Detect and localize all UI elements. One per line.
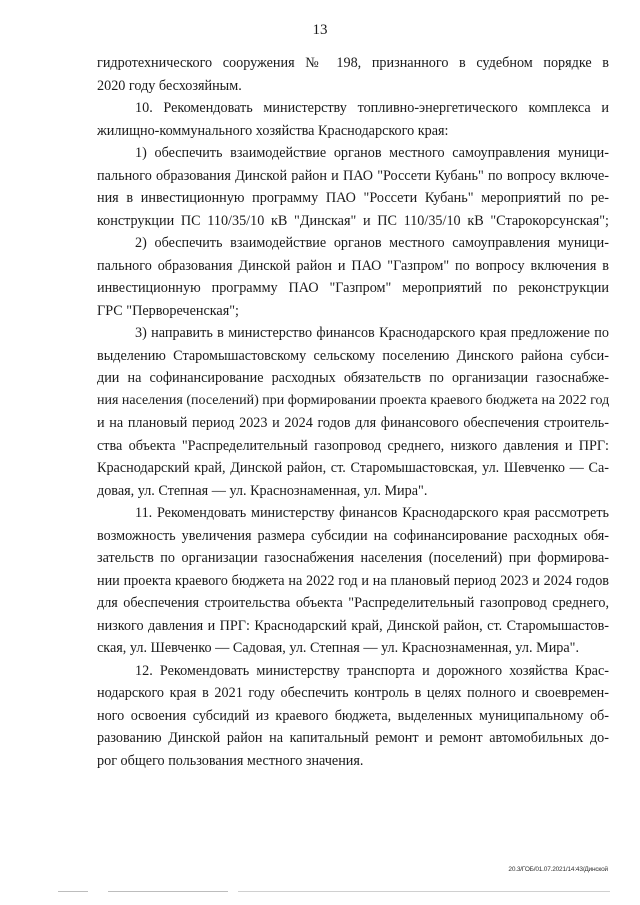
text-line: гидротехнического сооружения № 198, признанного в судебном порядке в [97,55,609,71]
page-number: 13 [312,22,328,38]
text-line: 3) направить в министерство финансов Краснодарского края предложение по [135,325,609,341]
paragraph-item-10 [97,97,609,142]
registration-stamp: 20.3/ГОБ/01.07.2021/14:43/Динской [508,866,608,873]
text-line: 1) обеспечить взаимодействие органов местного самоуправления муници- [135,145,609,161]
paragraph-subitem-3 [97,322,609,502]
paragraph-continuation [97,52,609,97]
scan-edge-line [58,891,88,892]
text-line: 11. Рекомендовать министерству финансов Краснодарского края рассмотреть [135,505,609,521]
text-line: зательств по организации газоснабжения населения (поселений) при формирова- [97,550,609,566]
text-line: конструкции ПС 110/35/10 кВ "Динская" и ПС 110/35/10 кВ "Старокорсунская"; [97,212,609,229]
paragraph-subitem-2 [97,232,609,322]
text-line: нии проекта краевого бюджета на 2022 год и на плановый период 2023 и 2024 годов [97,572,609,589]
text-line: 12. Рекомендовать министерству транспорта и дорожного хозяйства Крас- [135,662,609,679]
scan-edge-line [108,891,228,892]
text-line: ГРС "Первореченская"; [97,302,239,319]
text-line: жилищно-коммунального хозяйства Краснодарского края: [97,122,449,139]
text-line: для обеспечения строительства объекта "Распределительный газопровод среднего, [97,595,609,611]
scan-edge-line [238,891,610,892]
text-line: довая, ул. Степная — ул. Краснознаменная, ул. Мира". [97,482,428,499]
document-body [97,52,609,772]
text-line: 10. Рекомендовать министерству топливно-энергетического комплекса и [135,100,609,116]
text-line: нодарского края в 2021 году обеспечить контроль в целях полного и своевремен- [97,685,609,701]
text-line: ства объекта "Распределительный газопровод среднего, низкого давления и ПРГ: [97,437,609,454]
text-line: ская, ул. Шевченко — Садовая, ул. Степная — ул. Краснознаменная, ул. Мира". [97,640,580,656]
text-line: дии на софинансирование расходных обязательств по организации газоснабже- [97,370,609,386]
text-line: 2) обеспечить взаимодействие органов местного самоуправления муници- [135,235,609,251]
text-line: пального образования Динской район и ПАО "Газпром" по вопросу включения в [97,257,609,274]
paragraph-subitem-1 [97,142,609,232]
text-line: ния населения (поселений) при формировании проекта краевого бюджета на 2022 год [97,392,609,408]
text-line: Краснодарский край, Динской район, ст. Старомышастовская, ул. Шевченко — Са- [97,460,609,476]
text-line: рог общего пользования местного значения. [97,752,364,769]
text-line: 2020 году бесхозяйным. [97,77,242,94]
text-line: низкого давления и ПРГ: Краснодарский край, Динской район, ст. Старомышастов- [97,617,609,634]
text-line: выделению Старомышастовскому сельскому поселению Динского района субси- [97,347,609,364]
paragraph-item-11 [97,502,609,660]
text-line: возможность увеличения размера субсидии на софинансирование расходных обя- [97,527,609,544]
text-line: ния в инвестиционную программу ПАО "Россети Кубань" мероприятий по ре- [97,190,609,206]
text-line: инвестиционную программу ПАО "Газпром" мероприятий по реконструкции [97,280,609,296]
text-line: пального образования Динской район и ПАО "Россети Кубань" по вопросу включе- [97,167,609,184]
paragraph-item-12 [97,660,609,773]
text-line: ного освоения субсидий из краевого бюджета, выделенных муниципальному об- [97,707,609,724]
text-line: разованию Динской район на капитальный ремонт и ремонт автомобильных до- [97,730,609,746]
text-line: и на плановый период 2023 и 2024 годов для финансового обеспечения строитель- [97,415,609,431]
